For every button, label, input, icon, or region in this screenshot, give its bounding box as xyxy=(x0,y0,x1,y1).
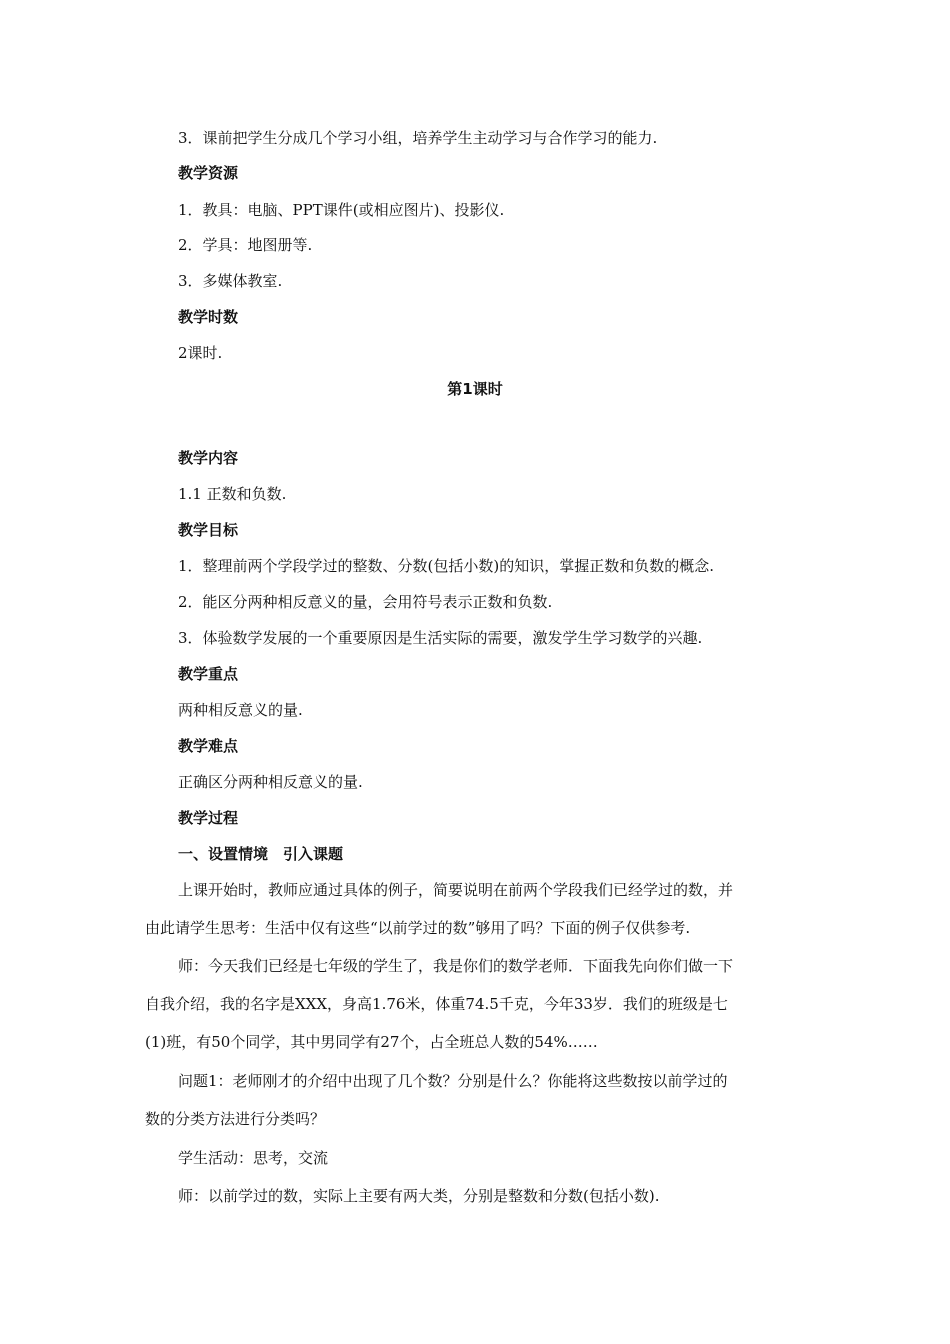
lesson-title: 第1课时 xyxy=(447,380,503,398)
paragraph-line: 师：以前学过的数，实际上主要有两大类，分别是整数和分数(包括小数). xyxy=(178,1187,660,1205)
text-line: 1．教具：电脑、PPT课件(或相应图片)、投影仪. xyxy=(178,201,505,219)
paragraph-line: (1)班，有50个同学，其中男同学有27个，占全班总人数的54%…… xyxy=(145,1033,598,1051)
paragraph-line: 师：今天我们已经是七年级的学生了，我是你们的数学老师．下面我先向你们做一下 xyxy=(178,957,734,975)
paragraph-line: 由此请学生思考：生活中仅有这些“以前学过的数”够用了吗？下面的例子仅供参考. xyxy=(145,919,691,937)
section-heading-process: 教学过程 xyxy=(178,809,239,827)
text-line: 3．课前把学生分成几个学习小组，培养学生主动学习与合作学习的能力. xyxy=(178,129,658,147)
text-line: 2．学具：地图册等. xyxy=(178,236,313,254)
text-line: 2．能区分两种相反意义的量，会用符号表示正数和负数. xyxy=(178,593,553,611)
section-heading-goals: 教学目标 xyxy=(178,521,239,539)
text-line: 两种相反意义的量. xyxy=(178,701,303,719)
paragraph-line: 上课开始时，教师应通过具体的例子，简要说明在前两个学段我们已经学过的数，并 xyxy=(178,881,734,899)
paragraph-line: 数的分类方法进行分类吗？ xyxy=(145,1110,326,1128)
section-heading-content: 教学内容 xyxy=(178,449,239,467)
text-line: 1.1 正数和负数. xyxy=(178,485,287,503)
paragraph-line: 问题1：老师刚才的介绍中出现了几个数？分别是什么？你能将这些数按以前学过的 xyxy=(178,1072,728,1090)
text-line: 2课时. xyxy=(178,344,223,362)
section-heading-hours: 教学时数 xyxy=(178,308,239,326)
section-heading-key: 教学重点 xyxy=(178,665,239,683)
text-line: 正确区分两种相反意义的量. xyxy=(178,773,363,791)
subsection-heading: 一、设置情境 引入课题 xyxy=(178,845,344,863)
text-line: 3．多媒体教室. xyxy=(178,272,283,290)
text-line: 3．体验数学发展的一个重要原因是生活实际的需要，激发学生学习数学的兴趣. xyxy=(178,629,703,647)
section-heading-resources: 教学资源 xyxy=(178,164,239,182)
text-line: 1．整理前两个学段学过的整数、分数(包括小数)的知识，掌握正数和负数的概念. xyxy=(178,557,715,575)
paragraph-line: 学生活动：思考，交流 xyxy=(178,1149,329,1167)
section-heading-difficult: 教学难点 xyxy=(178,737,239,755)
paragraph-line: 自我介绍，我的名字是XXX，身高1.76米，体重74.5千克，今年33岁．我们的班级是七 xyxy=(145,995,728,1013)
